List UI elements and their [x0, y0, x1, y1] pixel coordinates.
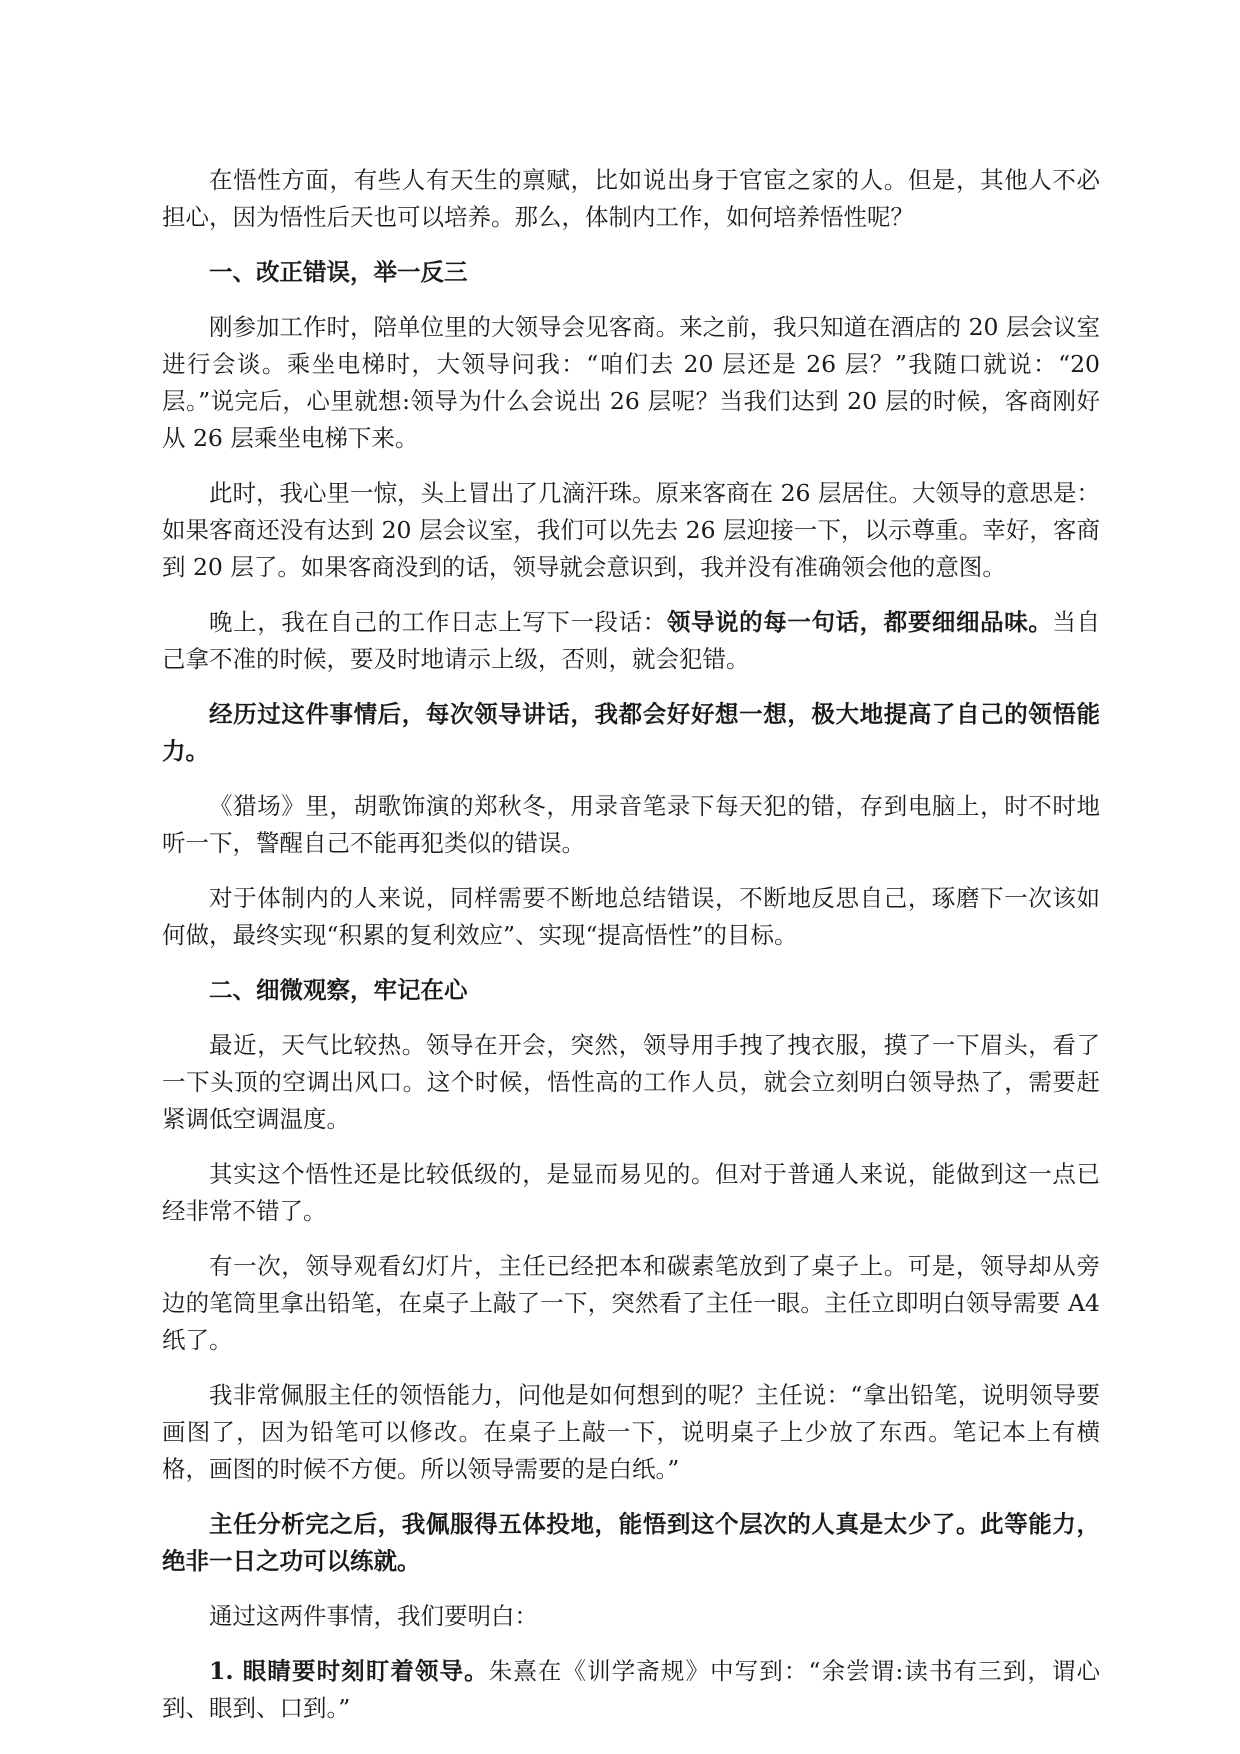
paragraph-basic-insight: 其实这个悟性还是比较低级的，是显而易见的。但对于普通人来说，能做到这一点已经非常不错了。	[162, 1160, 1100, 1225]
work-log-tail: 当自己拿不准的时候，要及时地请示上级，否则，就会犯错。	[162, 608, 1101, 673]
document-body	[162, 162, 1100, 1745]
paragraph-bold-takeaway-1: 经历过这件事情后，每次领导讲话，我都会好好想一想，极大地提高了自己的领悟能力。	[162, 700, 1100, 765]
paragraph-slideshow: 有一次，领导观看幻灯片，主任已经把本和碳素笔放到了桌子上。可是，领导却从旁边的笔筒里拿出铅笔，在桌子上敲了一下，突然看了主任一眼。主任立即明白领导需要 A4 纸了。	[162, 1252, 1100, 1354]
paragraph-director-explains: 我非常佩服主任的领悟能力，问他是如何想到的呢？主任说：“拿出铅笔，说明领导要画图了，因为铅笔可以修改。在桌子上敲一下，说明桌子上少放了东西。笔记本上有横格，画图的时候不方便。所以领导需要的是白纸。”	[162, 1381, 1100, 1483]
paragraph-air-conditioning: 最近，天气比较热。领导在开会，突然，领导用手拽了拽衣服，摸了一下眉头，看了一下头顶的空调出风口。这个时候，悟性高的工作人员，就会立刻明白领导热了，需要赶紧调低空调温度。	[162, 1031, 1100, 1133]
paragraph-work-log	[162, 604, 1100, 678]
paragraph-reflection: 对于体制内的人来说，同样需要不断地总结错误，不断地反思自己，琢磨下一次该如何做，最终实现“积累的复利效应”、实现“提高悟性”的目标。	[162, 884, 1100, 949]
lesson-1-body: 朱熹在《训学斋规》中写到：“余尝谓:读书有三到，谓心到、眼到、口到。”	[162, 1657, 1101, 1722]
section-heading-2: 二、细微观察，牢记在心	[209, 976, 468, 1004]
paragraph-lessons-intro: 通过这两件事情，我们要明白：	[209, 1602, 538, 1630]
paragraph-lesson-1	[162, 1653, 1100, 1727]
paragraph-bold-takeaway-2: 主任分析完之后，我佩服得五体投地，能悟到这个层次的人真是太少了。此等能力，绝非一日之功可以练就。	[162, 1510, 1100, 1575]
work-log-emphasis: 领导说的每一句话，都要细细品味。	[666, 608, 1053, 636]
section-heading-1: 一、改正错误，举一反三	[209, 258, 468, 286]
paragraph-hunting-ground: 《猎场》里，胡歌饰演的郑秋冬，用录音笔录下每天犯的错，存到电脑上，时不时地听一下，警醒自己不能再犯类似的错误。	[162, 792, 1100, 857]
lesson-1-title: 1. 眼睛要时刻盯着领导。	[209, 1657, 489, 1685]
work-log-lead: 晚上，我在自己的工作日志上写下一段话：	[209, 608, 667, 636]
paragraph-intro: 在悟性方面，有些人有天生的禀赋，比如说出身于官宦之家的人。但是，其他人不必担心，因为悟性后天也可以培养。那么，体制内工作，如何培养悟性呢？	[162, 166, 1100, 231]
paragraph-elevator-story: 刚参加工作时，陪单位里的大领导会见客商。来之前，我只知道在酒店的 20 层会议室进行会谈。乘坐电梯时，大领导问我：“咱们去 20 层还是 26 层？”我随口就说：“20 层。”说完后，心里就想:领导为什么会说出 26 层呢？当我们达到 20 层的时候，客商刚好从 26 层乘坐电梯下来。	[162, 313, 1100, 452]
paragraph-realization: 此时，我心里一惊，头上冒出了几滴汗珠。原来客商在 26 层居住。大领导的意思是：如果客商还没有达到 20 层会议室，我们可以先去 26 层迎接一下，以示尊重。幸好，客商到 20 层了。如果客商没到的话，领导就会意识到，我并没有准确领会他的意图。	[162, 479, 1100, 581]
